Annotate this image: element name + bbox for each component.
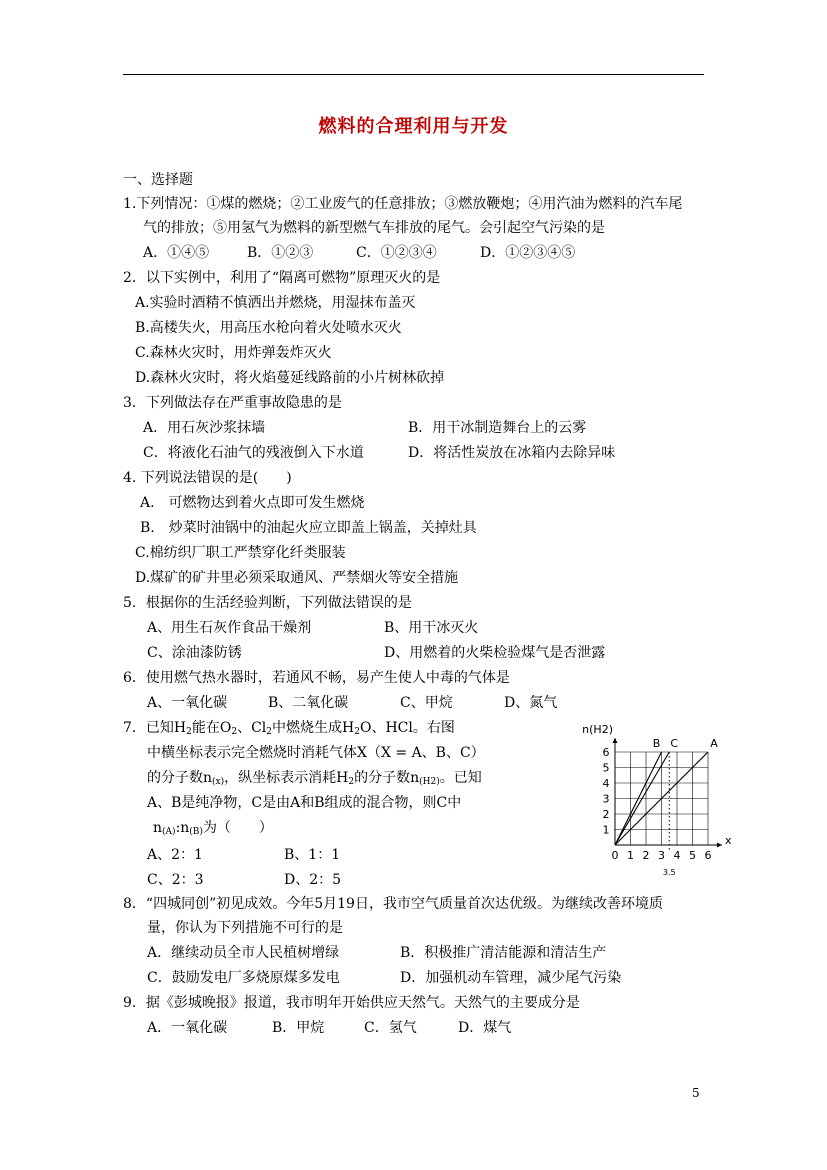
y-tick-label: 1 (602, 823, 610, 837)
q6-option-c: C、甲烷 (400, 695, 453, 711)
x-tick-label: 6 (704, 849, 712, 862)
page-title: 燃料的合理利用与开发 (318, 116, 509, 137)
q6-stem: 6．使用燃气热水器时，若通风不畅，易产生使人中毒的气体是 (123, 670, 510, 686)
q4-option-c: C.棉纺织厂职工严禁穿化纤类服装 (135, 545, 346, 561)
q7-option-a: A、2：1 (147, 847, 203, 863)
q3-option-d: D．将活性炭放在冰箱内去除异味 (408, 445, 616, 461)
q4-option-a: A. 可燃物达到着火点即可发生燃烧 (140, 495, 365, 511)
marker-label: 3.5 (662, 868, 676, 877)
q1-option-d: D．①②③④⑤ (480, 245, 576, 261)
q7-stem-line2: 中横坐标表示完全燃烧时消耗气体X（X = A、B、C） (147, 745, 485, 761)
q8-stem-line1: 8．“四城同创”初见成效。今年5月19日，我市空气质量首次达优级。为继续改善环境质 (123, 896, 663, 912)
section-heading: 一、选择题 (123, 172, 193, 188)
series-label-c: C (670, 737, 679, 750)
q5-option-b: B、用干冰灭火 (384, 620, 479, 636)
x-tick-label: 4 (673, 849, 681, 862)
q7-stem-line3: 的分子数$n_{(x)}$，纵坐标表示消耗$H_2$的分子数$n_{(H2)}$。已知 (147, 770, 482, 787)
series-label-a: A (710, 737, 718, 750)
header-rule (123, 74, 704, 75)
q6-option-d: D、氮气 (504, 695, 558, 711)
q2-option-d: D.森林火灾时，将火焰蔓延线路前的小片树林砍掉 (135, 370, 445, 386)
x-tick-label: 0 (611, 849, 619, 862)
y-tick-label: 2 (602, 808, 610, 821)
page-number: 5 (692, 1086, 700, 1100)
y-tick-label: 4 (602, 777, 610, 790)
y-tick-label: 5 (602, 761, 610, 775)
y-tick-label: 3 (602, 792, 610, 806)
x-tick-label: 3 (658, 849, 665, 862)
q3-stem: 3．下列做法存在严重事故隐患的是 (123, 395, 342, 411)
q9-option-b: B．甲烷 (272, 1020, 325, 1036)
q9-option-d: D．煤气 (458, 1020, 512, 1036)
y-axis-label: n(H2) (582, 723, 613, 737)
q4-option-b: B. 炒菜时油锅中的油起火应立即盖上锅盖，关掉灶具 (140, 520, 477, 536)
q2-option-b: B.高楼失火，用高压水枪向着火处喷水灭火 (135, 320, 402, 336)
q1-option-c: C．①②③④ (356, 245, 437, 261)
q6-option-b: B、二氧化碳 (268, 695, 349, 711)
q5-option-d: D、用燃着的火柴检验煤气是否泄露 (384, 645, 606, 661)
q8-option-c: C．鼓励发电厂多烧原煤多发电 (147, 970, 340, 986)
x-tick-label: 1 (627, 849, 634, 862)
y-tick-label: 6 (602, 746, 610, 759)
q8-stem-line2: 量，你认为下列措施不可行的是 (147, 920, 343, 936)
q3-option-b: B．用干冰制造舞台上的云雾 (408, 420, 587, 436)
q8-option-b: B．积极推广清洁能源和清洁生产 (400, 945, 607, 961)
q8-option-d: D．加强机动车管理，减少尾气污染 (400, 970, 622, 986)
x-axis-label: x (724, 834, 732, 847)
series-label-b: B (652, 737, 661, 750)
x-axis-arrow (717, 843, 722, 848)
q1-stem-line1: 1.下列情况：①煤的燃烧；②工业废气的任意排放；③燃放鞭炮；④用汽油为燃料的汽车尾 (123, 196, 683, 212)
q5-option-a: A、用生石灰作食品干燥剂 (147, 620, 312, 636)
q7-stem-line4: A、B是纯净物，C是由A和B组成的混合物，则C中 (147, 795, 462, 811)
q3-option-c: C．将液化石油气的残液倒入下水道 (143, 445, 364, 461)
q9-stem: 9．据《彭城晚报》报道，我市明年开始供应天然气。天然气的主要成分是 (123, 995, 580, 1011)
q4-option-d: D.煤矿的矿井里必须采取通风、严禁烟火等安全措施 (135, 570, 459, 586)
q3-option-a: A．用石灰沙浆抹墙 (143, 420, 266, 436)
q7-option-c: C、2：3 (147, 872, 204, 888)
q2-option-c: C.森林火灾时，用炸弹轰炸灭火 (135, 345, 332, 361)
q7-option-d: D、2：5 (284, 872, 342, 888)
q9-option-a: A．一氧化碳 (147, 1020, 228, 1036)
y-axis-arrow (613, 738, 618, 743)
q9-option-c: C．氢气 (364, 1020, 417, 1036)
q4-stem: 4. 下列说法错误的是( ) (123, 470, 292, 486)
q5-stem: 5．根据你的生活经验判断，下列做法错误的是 (123, 595, 412, 611)
q7-stem-line5: $n_{(A)}:n_{(B)}$为（ ） (153, 820, 273, 837)
x-tick-label: 5 (689, 849, 696, 862)
q8-option-a: A．继续动员全市人民植树增绿 (147, 945, 340, 961)
q1-option-b: B．①②③ (247, 245, 314, 261)
q1-stem-line2: 气的排放；⑤用氢气为燃料的新型燃气车排放的尾气。会引起空气污染的是 (143, 220, 605, 236)
x-tick-label: 2 (642, 849, 650, 862)
q6-option-a: A、一氧化碳 (147, 695, 228, 711)
q2-stem: 2．以下实例中，利用了“隔离可燃物”原理灭火的是 (123, 270, 441, 286)
q7-stem-line1: 7．已知$H_2$能在$O_2$、$Cl_2$中燃烧生成$H_2O$、HCl。右图 (123, 720, 455, 737)
q5-option-c: C、涂油漆防锈 (147, 645, 242, 661)
q1-option-a: A．①④⑤ (143, 245, 210, 261)
q2-option-a: A.实验时酒精不慎洒出并燃烧，用湿抹布盖灭 (135, 295, 416, 311)
q7-option-b: B、1：1 (284, 847, 341, 863)
q7-chart (570, 723, 732, 877)
